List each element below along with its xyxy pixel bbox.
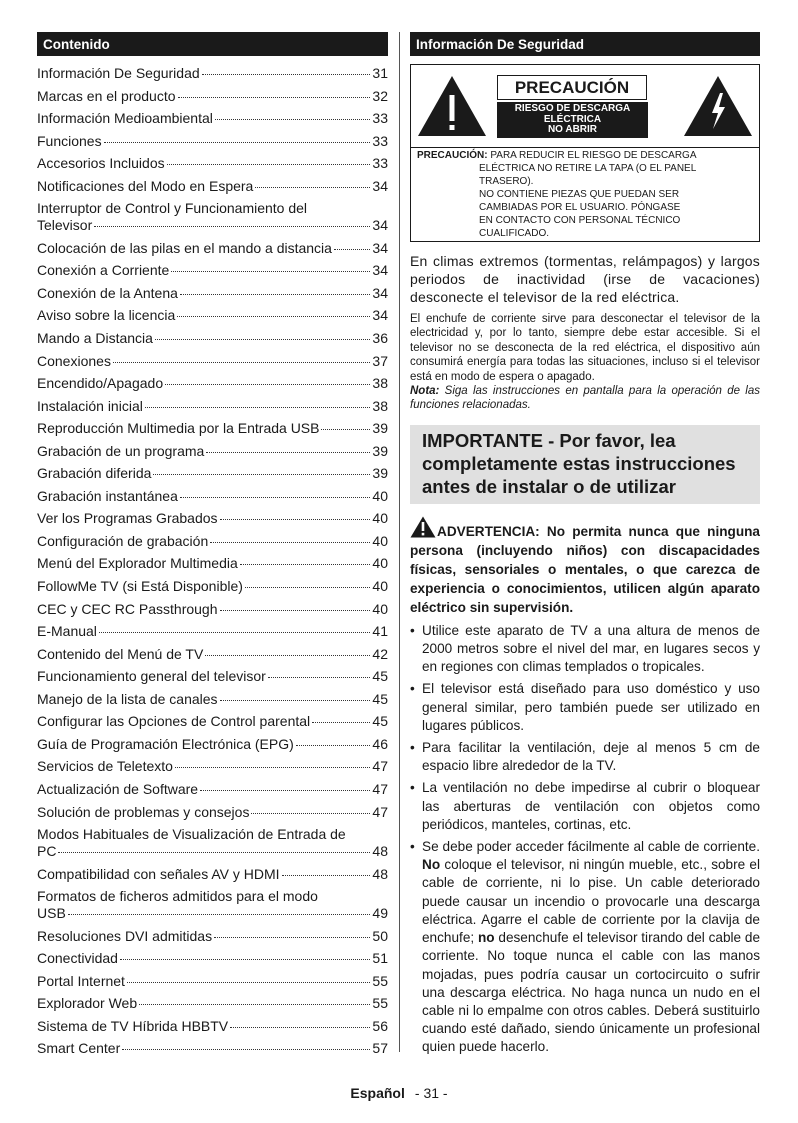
- toc-page-number: 47: [372, 780, 388, 797]
- dot-leader: [94, 226, 370, 227]
- toc-entry-title: E-Manual: [37, 623, 97, 640]
- toc-page-number: 40: [372, 532, 388, 549]
- caution-line: CAMBIADAS POR EL USUARIO. PÓNGASE: [479, 202, 681, 213]
- toc-entry-title: Encendido/Apagado: [37, 375, 164, 392]
- risk-line: RIESGO DE DESCARGA: [514, 103, 631, 114]
- dot-leader: [321, 429, 370, 430]
- toc-entry[interactable]: [37, 420, 388, 437]
- dot-leader: [99, 632, 371, 633]
- toc-entry-title: Grabación de un programa: [37, 442, 205, 459]
- toc-entry[interactable]: [37, 488, 388, 505]
- caution-line: NO CONTIENE PIEZAS QUE PUEDAN SER: [479, 189, 680, 200]
- toc-entry-title: Formatos de ficheros admitidos para el modo: [37, 888, 318, 905]
- toc-entry[interactable]: [37, 646, 388, 663]
- note-text: Siga las instrucciones en pantalla para la operación de las funciones relacionadas.: [410, 385, 760, 412]
- toc-page-number: 34: [372, 307, 388, 324]
- toc-page-number: 56: [372, 1017, 388, 1034]
- table-of-contents: [37, 65, 388, 1057]
- toc-page-number: 33: [372, 132, 388, 149]
- toc-entry-title: Interruptor de Control y Funcionamiento del: [37, 200, 308, 217]
- toc-page-number: 55: [372, 972, 388, 989]
- important-banner: IMPORTANTE - Por favor, lea completamente estas instrucciones antes de instalar o de utilizar: [410, 425, 760, 504]
- toc-entry-title: Configuración de grabación: [37, 532, 209, 549]
- toc-page-number: 36: [372, 330, 388, 347]
- toc-entry-title: Menú del Explorador Multimedia: [37, 555, 238, 572]
- toc-page-number: 31: [372, 65, 388, 81]
- dot-leader: [268, 677, 371, 678]
- toc-entry[interactable]: [37, 155, 388, 172]
- toc-entry[interactable]: [37, 691, 388, 708]
- dot-leader: [220, 700, 371, 701]
- risk-line: ELÉCTRICA: [543, 113, 602, 125]
- plug-paragraph: [410, 312, 760, 413]
- caution-line: ELÉCTRICA NO RETIRE LA TAPA (O EL PANEL: [479, 163, 697, 174]
- toc-page-number: 33: [372, 155, 388, 172]
- toc-entry-title: Modos Habituales de Visualización de Entrada de: [37, 826, 346, 843]
- toc-entry[interactable]: [37, 781, 388, 798]
- toc-entry-title: Contenido del Menú de TV: [37, 645, 204, 662]
- toc-entry[interactable]: [37, 262, 388, 279]
- toc-entry-title: Grabación instantánea: [37, 487, 178, 504]
- dot-leader: [255, 187, 370, 188]
- safety-heading: Información De Seguridad: [410, 32, 760, 56]
- toc-entry-title: Servicios de Teletexto: [37, 758, 173, 775]
- toc-entry[interactable]: [37, 713, 388, 730]
- toc-page-number: 40: [372, 555, 388, 572]
- dot-leader: [178, 97, 371, 98]
- dot-leader: [68, 914, 371, 915]
- toc-entry-title: Reproducción Multimedia por la Entrada USB: [37, 420, 320, 437]
- toc-entry-title: Accesorios Incluidos: [37, 155, 165, 172]
- toc-page-number: 48: [372, 865, 388, 882]
- dot-leader: [251, 813, 370, 814]
- dot-leader: [180, 294, 371, 295]
- dot-leader: [312, 722, 370, 723]
- toc-entry-title: Colocación de las pilas en el mando a distancia: [37, 239, 332, 256]
- dot-leader: [177, 316, 370, 317]
- note-label: Nota:: [410, 385, 440, 398]
- toc-page-number: 34: [372, 177, 388, 194]
- dot-leader: [296, 745, 371, 746]
- caution-label: PRECAUCIÓN:: [417, 150, 488, 161]
- dot-leader: [139, 1004, 370, 1005]
- page-footer: [0, 1085, 798, 1101]
- toc-page-number: 40: [372, 487, 388, 504]
- toc-entry[interactable]: [37, 804, 388, 821]
- dot-leader: [215, 119, 371, 120]
- toc-entry[interactable]: [37, 178, 388, 195]
- risk-line: NO ABRIR: [547, 124, 598, 135]
- caution-symbols-row: [411, 65, 759, 148]
- toc-entry-title: Explorador Web: [37, 995, 138, 1012]
- list-item: • Se debe poder acceder fácilmente al cable de corriente. No coloque el televisor, ni ningún mueble, etc., sobre el cable de corriente, ni lo pise. Un cable deteriorado puede causar un incendio o provocarle una descarga eléctrica. Agarre el cable de corriente por la clavija de enchufe; no desenchufe el televisor tirando del cable de corriente. No toque nunca el cable con las manos mojadas, pues podría causar un cortocircuito o sufrir una descarga eléctrica. No haga nunca un nudo en el cable ni lo empalme con otros cables. Deberá sustituirlo cuando esté dañado, siendo únicamente un profesional quien puede hacerlo.: [410, 839, 761, 1055]
- toc-page-number: 40: [372, 600, 388, 617]
- toc-entry[interactable]: [37, 1018, 388, 1035]
- toc-page-number: 47: [372, 803, 388, 820]
- toc-page-number: 45: [372, 713, 388, 730]
- toc-entry-title: Solución de problemas y consejos: [37, 803, 250, 820]
- toc-page-number: 37: [372, 352, 388, 369]
- shock-risk-label: [497, 102, 648, 138]
- caution-text: [417, 149, 747, 240]
- toc-page-number: 34: [372, 239, 388, 256]
- toc-entry-title: Funciones: [37, 132, 102, 149]
- toc-entry[interactable]: [37, 578, 388, 595]
- list-item: • Para facilitar la ventilación, deje al menos 5 cm de espacio libre alrededor de la TV.: [410, 740, 760, 774]
- toc-entry-title: Configurar las Opciones de Control parental: [37, 713, 311, 730]
- toc-entry[interactable]: [37, 995, 388, 1012]
- toc-entry-title: Información De Seguridad: [37, 65, 200, 81]
- toc-page-number: 55: [372, 995, 388, 1012]
- toc-page-number: 40: [372, 510, 388, 527]
- toc-entry-title: Conexión de la Antena: [37, 284, 178, 301]
- dot-leader: [127, 982, 370, 983]
- toc-page-number: 41: [372, 623, 388, 640]
- dot-leader: [167, 164, 371, 165]
- toc-page-number: 38: [372, 397, 388, 414]
- advertencia-label: ADVERTENCIA:: [437, 523, 540, 539]
- footer-language: Español: [350, 1085, 405, 1101]
- dot-leader: [200, 790, 370, 791]
- advertencia-text: No permita nunca que ninguna persona (incluyendo niños) con discapacidades físicas, sensoriales o mentales, o que carezca de experiencia o conocimientos, utilicen algún aparato eléctrico sin supervisión.: [410, 523, 760, 615]
- dot-leader: [214, 937, 370, 938]
- dot-leader: [240, 564, 371, 565]
- toc-entry-title: Televisor: [37, 217, 93, 234]
- safety-column: [410, 32, 760, 1061]
- dot-leader: [202, 74, 371, 75]
- toc-entry-title: Mando a Distancia: [37, 330, 153, 347]
- toc-entry-title: Manejo de la lista de canales: [37, 690, 218, 707]
- toc-page-number: 47: [372, 758, 388, 775]
- dot-leader: [165, 384, 370, 385]
- dot-leader: [334, 249, 370, 250]
- toc-entry[interactable]: [37, 555, 388, 572]
- dot-leader: [206, 452, 370, 453]
- toc-page-number: 46: [372, 735, 388, 752]
- safety-bullet-list: [410, 622, 760, 1057]
- dot-leader: [210, 542, 370, 543]
- toc-entry-title: Conectividad: [37, 950, 118, 967]
- toc-entry-title: USB: [37, 905, 66, 922]
- list-item: • La ventilación no debe impedirse al cubrir o bloquear las aberturas de ventilación con objetos como periódicos, manteles, cortinas, etc.: [410, 780, 760, 832]
- toc-entry[interactable]: [37, 240, 388, 257]
- toc-entry-title: Funcionamiento general del televisor: [37, 668, 266, 685]
- toc-entry-title: Portal Internet: [37, 972, 125, 989]
- toc-entry[interactable]: [37, 866, 388, 883]
- toc-entry[interactable]: [37, 465, 388, 482]
- list-item: • El televisor está diseñado para uso doméstico y uso general similar, pero también puede ser utilizado en lugares públicos.: [410, 681, 760, 733]
- toc-entry[interactable]: [37, 623, 388, 640]
- toc-entry[interactable]: [37, 353, 388, 370]
- toc-page-number: 42: [372, 645, 388, 662]
- toc-entry-title: Grabación diferida: [37, 465, 152, 482]
- toc-page-number: 57: [372, 1040, 388, 1057]
- toc-page-number: 48: [372, 843, 388, 860]
- warning-triangle-icon: [410, 516, 436, 538]
- toc-entry[interactable]: [37, 110, 388, 127]
- toc-entry-title: Guía de Programación Electrónica (EPG): [37, 735, 294, 752]
- toc-entry-title: Sistema de TV Híbrida HBBTV: [37, 1017, 229, 1034]
- toc-page-number: 39: [372, 420, 388, 437]
- dot-leader: [220, 610, 371, 611]
- toc-entry[interactable]: [37, 1040, 388, 1057]
- toc-entry[interactable]: [37, 285, 388, 302]
- toc-page-number: 50: [372, 927, 388, 944]
- toc-entry-title: Marcas en el producto: [37, 87, 176, 104]
- toc-entry-title: Smart Center: [37, 1040, 121, 1057]
- toc-entry[interactable]: [37, 533, 388, 550]
- toc-entry-title: FollowMe TV (si Está Disponible): [37, 578, 243, 595]
- toc-entry[interactable]: [37, 200, 388, 234]
- caution-title: PRECAUCIÓN: [497, 75, 647, 100]
- plug-text: El enchufe de corriente sirve para desconectar el televisor de la electricidad y, por lo tanto, siempre debe estar accesible. Si el televisor no se desconecta de la red eléctrica, el dispositivo aún consumirá energía para todas las situaciones, incluso si el televisor está en modo de espera o apagado.: [410, 313, 760, 383]
- toc-page-number: 39: [372, 465, 388, 482]
- toc-entry[interactable]: [37, 88, 388, 105]
- toc-page-number: 49: [372, 905, 388, 922]
- dot-leader: [120, 959, 370, 960]
- dot-leader: [153, 474, 370, 475]
- dot-leader: [155, 339, 370, 340]
- toc-entry[interactable]: [37, 668, 388, 685]
- toc-entry[interactable]: [37, 928, 388, 945]
- toc-entry-title: Aviso sobre la licencia: [37, 307, 176, 324]
- dot-leader: [175, 767, 370, 768]
- toc-entry-title: CEC y CEC RC Passthrough: [37, 600, 218, 617]
- caution-line: CUALIFICADO.: [479, 228, 550, 239]
- toc-entry-title: Compatibilidad con señales AV y HDMI: [37, 865, 280, 882]
- toc-entry-title: Ver los Programas Grabados: [37, 510, 218, 527]
- contents-heading: Contenido: [37, 32, 388, 56]
- toc-entry-title: Conexiones: [37, 352, 111, 369]
- toc-page-number: 51: [372, 950, 388, 967]
- toc-entry[interactable]: [37, 398, 388, 415]
- toc-page-number: 40: [372, 578, 388, 595]
- dot-leader: [104, 142, 371, 143]
- toc-page-number: 34: [372, 262, 388, 279]
- toc-entry[interactable]: [37, 330, 388, 347]
- toc-entry[interactable]: [37, 736, 388, 753]
- dot-leader: [180, 497, 371, 498]
- dot-leader: [58, 852, 370, 853]
- toc-entry-title: Información Medioambiental: [37, 110, 213, 127]
- dot-leader: [282, 875, 371, 876]
- toc-entry[interactable]: [37, 510, 388, 527]
- dot-leader: [113, 362, 370, 363]
- caution-box: [410, 64, 760, 242]
- toc-page-number: 33: [372, 110, 388, 127]
- caution-line: TRASERO).: [479, 176, 534, 187]
- toc-entry[interactable]: [37, 950, 388, 967]
- toc-entry-title: PC: [37, 843, 57, 860]
- toc-entry-title: Notificaciones del Modo en Espera: [37, 177, 254, 194]
- caution-line: EN CONTACTO CON PERSONAL TÉCNICO: [479, 215, 681, 226]
- dot-leader: [230, 1027, 370, 1028]
- exclamation-warning-icon: [417, 75, 487, 137]
- dot-leader: [205, 655, 370, 656]
- toc-entry[interactable]: [37, 826, 388, 860]
- toc-entry-title: Actualización de Software: [37, 780, 199, 797]
- toc-entry-title: Resoluciones DVI admitidas: [37, 927, 213, 944]
- dot-leader: [171, 271, 370, 272]
- dot-leader: [220, 519, 371, 520]
- dot-leader: [122, 1049, 370, 1050]
- toc-entry[interactable]: [37, 601, 388, 618]
- toc-page-number: 45: [372, 668, 388, 685]
- toc-page-number: 38: [372, 375, 388, 392]
- column-divider: [399, 32, 400, 1052]
- toc-entry[interactable]: [37, 133, 388, 150]
- toc-page-number: 34: [372, 284, 388, 301]
- toc-entry[interactable]: [37, 443, 388, 460]
- contents-column: [37, 32, 388, 1063]
- toc-entry[interactable]: [37, 888, 388, 922]
- caution-line: PARA REDUCIR EL RIESGO DE DESCARGA: [490, 150, 697, 161]
- dot-leader: [145, 407, 371, 408]
- toc-entry[interactable]: [37, 307, 388, 324]
- page-number: - 31 -: [414, 1085, 448, 1101]
- toc-entry[interactable]: [37, 973, 388, 990]
- toc-entry[interactable]: [37, 65, 388, 82]
- advertencia-paragraph: [410, 516, 760, 617]
- toc-page-number: 39: [372, 442, 388, 459]
- toc-page-number: 32: [372, 87, 388, 104]
- toc-entry[interactable]: [37, 375, 388, 392]
- toc-page-number: 34: [372, 217, 388, 234]
- list-item: • Utilice este aparato de TV a una altura de menos de 2000 metros sobre el nivel del mar, en lugares secos y en regiones con climas templados o tropicales.: [410, 622, 760, 675]
- toc-page-number: 45: [372, 690, 388, 707]
- toc-entry-title: Instalación inicial: [37, 397, 143, 414]
- toc-entry[interactable]: [37, 758, 388, 775]
- toc-entry-title: Conexión a Corriente: [37, 262, 170, 279]
- dot-leader: [245, 587, 371, 588]
- lightning-warning-icon: [683, 75, 753, 137]
- climate-paragraph: En climas extremos (tormentas, relámpagos) y largos periodos de inactividad (irse de vacaciones) desconecte el televisor de la red eléctrica.: [410, 253, 760, 305]
